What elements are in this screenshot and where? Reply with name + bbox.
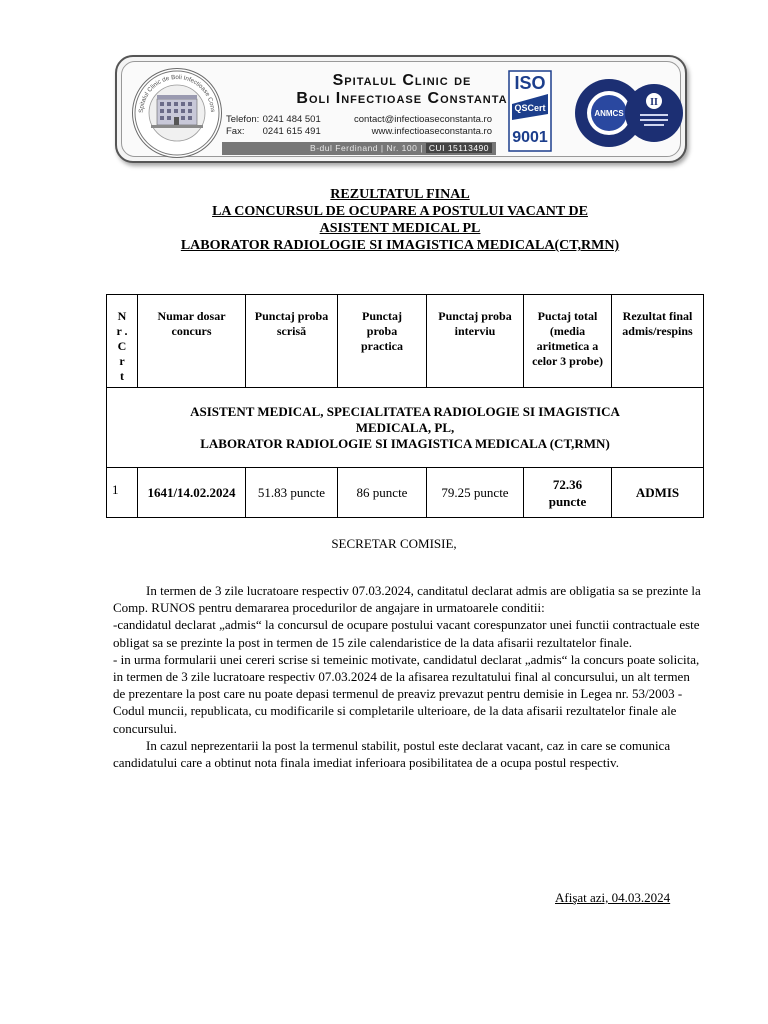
header-numar-dosar: Numar dosar concurs (138, 295, 246, 388)
telefon-value: 0241 484 501 (262, 114, 321, 125)
logo-text-top: Spitalul Clinic de Boli Infectioase Cons (137, 73, 217, 114)
section-line2: MEDICALA, PL, (355, 419, 455, 435)
fax-label: Fax: (226, 126, 245, 137)
hospital-name-line2: Boli Infectioase Constanta (296, 90, 508, 107)
document-title (0, 186, 768, 254)
cell-nr: 1 (107, 468, 138, 518)
anmcs-text: ANMCS (594, 109, 624, 118)
paragraph-1: In termen de 3 zile lucratoare respectiv 07.03.2024, canditatul declarat admis are obligatia sa se prezinte la Comp. RUNOS pentru demararea procedurilor de angajare in urmatoarele conditii: (113, 583, 701, 616)
cell-total-value: 72.36 (552, 476, 583, 492)
section-row (107, 388, 704, 468)
paragraph-2: -candidatul declarat „admis“ la concursul de ocupare postului vacant corespunzator unei functii contractuale este obligat sa se prezinte la post in termen de 15 zile calendaristice de la data afisarii rezultatelor finale. (113, 617, 700, 650)
header-proba-practica: Punctaj proba practica (338, 295, 427, 388)
section-line1: ASISTENT MEDICAL, SPECIALITATEA RADIOLOGIE SI IMAGISTICA (190, 403, 620, 419)
anmcs-accreditation-seal (574, 68, 684, 158)
iso-qscert-text: QSCert (514, 103, 546, 113)
hospital-name (282, 72, 522, 108)
posting-date: Afişat azi, 04.03.2024 (555, 890, 671, 905)
iso-top-text: ISO (514, 73, 546, 93)
cell-total (524, 468, 612, 518)
hospital-banner (115, 55, 687, 163)
accreditation-level-text: II (650, 97, 658, 108)
table-row (107, 468, 704, 518)
header-punctaj-total: Puctaj total (media aritmetica a celor 3 probe) (524, 295, 612, 388)
header-proba-interviu: Punctaj proba interviu (427, 295, 524, 388)
cell-total-unit: puncte (548, 493, 587, 509)
cell-scrisa: 51.83 puncte (246, 468, 338, 518)
address-text: B-dul Ferdinand | Nr. 100 | (310, 143, 423, 153)
results-table (106, 294, 704, 518)
section-line3: LABORATOR RADIOLOGIE SI IMAGISTICA MEDICALA (CT,RMN) (200, 435, 610, 451)
fax-value: 0241 615 491 (262, 126, 321, 137)
title-line4: LABORATOR RADIOLOGIE SI IMAGISTICA MEDICALA(CT,RMN) (180, 238, 620, 253)
hospital-logo (132, 68, 222, 158)
title-line3: ASISTENT MEDICAL PL (319, 221, 481, 236)
header-rezultat-final: Rezultat final admis/respins (612, 295, 704, 388)
iso-number-text: 9001 (512, 129, 548, 146)
cell-dosar: 1641/14.02.2024 (138, 468, 246, 518)
contact-phones (226, 114, 321, 138)
telefon-label: Telefon: (226, 114, 260, 125)
contact-online (350, 114, 492, 138)
cell-interviu: 79.25 puncte (427, 468, 524, 518)
title-line1: REZULTATUL FINAL (330, 187, 470, 202)
cui-text: CUI 15113490 (426, 143, 492, 153)
paragraph-4: In cazul neprezentarii la post la termenul stabilit, postul este declarat vacant, caz in care se comunica candidatului care a obtinut nota finala imediat inferioara posibilitatea de a ocupa postul respectiv. (113, 737, 671, 771)
cell-rezultat: ADMIS (612, 468, 704, 518)
hospital-name-line1: Spitalul Clinic de (332, 72, 472, 89)
title-line2: LA CONCURSUL DE OCUPARE A POSTULUI VACANT DE (212, 204, 588, 219)
address-bar (222, 142, 496, 155)
website-link[interactable]: www.infectioaseconstanta.ro (371, 126, 492, 137)
secretar-comisie: SECRETAR COMISIE, (331, 536, 457, 551)
email-link[interactable]: contact@infectioaseconstanta.ro (354, 114, 492, 125)
paragraph-3: - in urma formularii unei cereri scrise si temeinic motivate, candidatul declarat „admis“ la concurs poate solicita, in termen de 3 zile lucratoare respectiv 07.03.2024 de la afisarea rezultatului final al concursului, un alt termen de prezentare la post care nu poate depasi termenul de preaviz prevazut pentru demisie in Legea nr. 53/2003 - Codul muncii, republicata, cu modificarile si completarile ulterioare, de la data afisarii rezultatelor finale ale concursului. (113, 651, 700, 736)
cell-practica: 86 puncte (338, 468, 427, 518)
section-title (107, 388, 704, 468)
iso-certification-badge (508, 70, 552, 152)
header-proba-scrisa: Punctaj proba scrisă (246, 295, 338, 388)
header-nr-crt: Nr . Cr t (107, 295, 138, 388)
table-header-row (107, 295, 704, 388)
conditions-text (113, 582, 703, 771)
